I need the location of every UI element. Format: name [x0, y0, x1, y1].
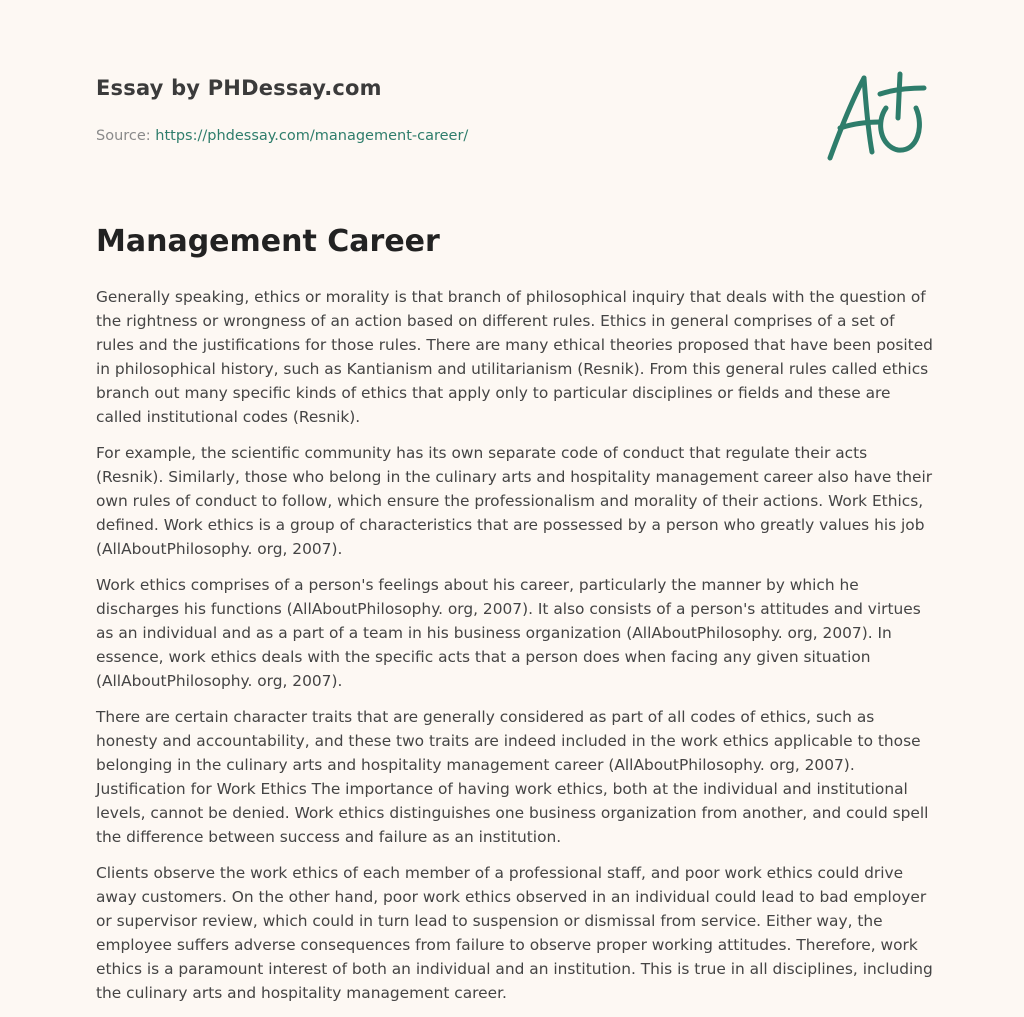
source-label: Source:: [96, 128, 151, 144]
a-plus-logo-icon: [820, 66, 932, 166]
a-plus-logo: [820, 66, 932, 166]
paragraph: There are certain character traits that are generally considered as part of all codes of ethics, such as honesty and accountability, and these two traits are indeed included in the work ethics applicable to those belonging in the culinary arts and hospitality management career (AllAboutPhilosophy. org, 2007). Justification for Work Ethics The importance of having work ethics, both at the individual and institutional levels, cannot be denied. Work ethics distinguishes one business organization from another, and could spell the difference between success and failure as an institution.: [96, 708, 929, 846]
document-body: [96, 285, 936, 1017]
source-line: [96, 128, 796, 144]
paragraph: Work ethics comprises of a person's feelings about his career, particularly the manner by which he discharges his functions (AllAboutPhilosophy. org, 2007). It also consists of a person's attitudes and virtues as an individual and as a part of a team in his business organization (AllAboutPhilosophy. org, 2007). In essence, work ethics deals with the specific acts that a person does when facing any given situation (AllAboutPhilosophy. org, 2007).: [96, 576, 921, 690]
paragraph: Clients observe the work ethics of each member of a professional staff, and poor work ethics could drive away customers. On the other hand, poor work ethics observed in an individual could lead to bad employer or supervisor review, which could in turn lead to suspension or dismissal from service. Either way, the employee suffers adverse consequences from failure to observe proper working attitudes. Therefore, work ethics is a paramount interest of both an individual and an institution. This is true in all disciplines, including the culinary arts and hospitality management career.: [96, 864, 933, 1002]
source-link[interactable]: https://phdessay.com/management-career/: [155, 128, 469, 144]
paragraph: For example, the scientific community has its own separate code of conduct that regulate their acts (Resnik). Similarly, those who belong in the culinary arts and hospitality management career also have their own rules of conduct to follow, which ensure the professionalism and morality of their actions. Work Ethics, defined. Work ethics is a group of characteristics that are possessed by a person who greatly values his job (AllAboutPhilosophy. org, 2007).: [96, 444, 933, 558]
page-header: [96, 76, 796, 144]
document-title: Management Career: [96, 224, 440, 259]
site-title: Essay by PHDessay.com: [96, 76, 382, 100]
paragraph: Generally speaking, ethics or morality is that branch of philosophical inquiry that deals with the question of the rightness or wrongness of an action based on different rules. Ethics in general comprises of a set of rules and the justifications for those rules. There are many ethical theories proposed that have been posited in philosophical history, such as Kantianism and utilitarianism (Resnik). From this general rules called ethics branch out many specific kinds of ethics that apply only to particular disciplines or fields and these are called institutional codes (Resnik).: [96, 288, 933, 426]
